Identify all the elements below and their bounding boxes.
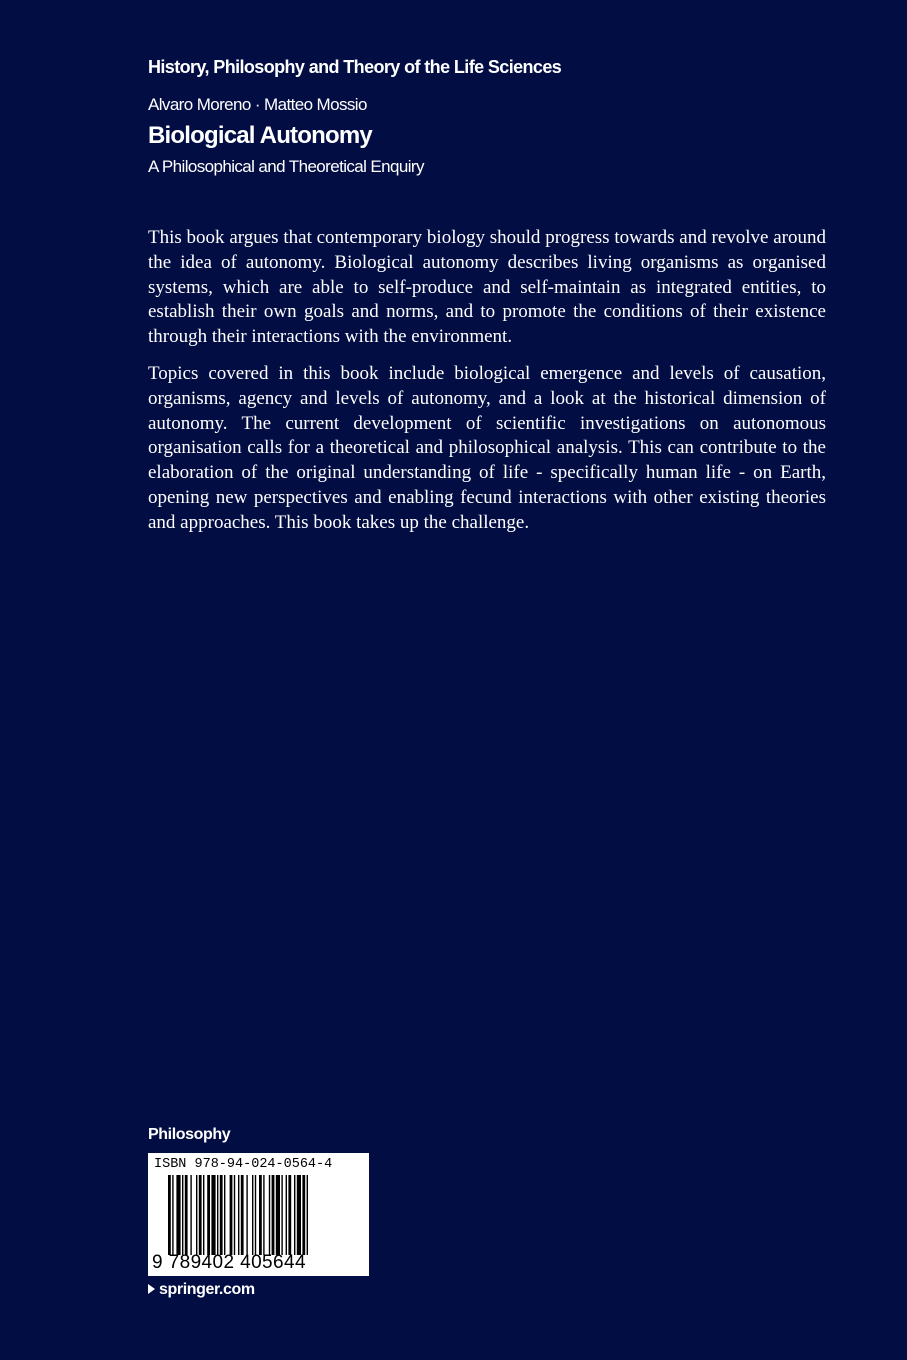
subject-label: Philosophy xyxy=(148,1126,231,1143)
blurb-paragraph-2: Topics covered in this book include biological emergence and levels of causation, organisms, agency and levels of autonomy, and a look at the historical dimension of autonomy. The current development of scientific investigations on autonomous organisation calls for a theoretical and philosophical analysis. This can contribute to the elaboration of the original understanding of life - specifically human life - on Earth, opening new perspectives and enabling fecund interactions with other existing theories and approaches. This book takes up the challenge. xyxy=(148,362,826,533)
book-title: Biological Autonomy xyxy=(148,122,372,149)
isbn-label: ISBN 978-94-024-0564-4 xyxy=(154,1157,333,1172)
series-title: History, Philosophy and Theory of the Life Sciences xyxy=(148,57,562,77)
blurb-paragraph-1: This book argues that contemporary biology should progress towards and revolve around the idea of autonomy. Biological autonomy describes living organisms as organised systems, which are able to self-produce and self-maintain as integrated entities, to establish their own goals and norms, and to promote the conditions of their existence through their interactions with the environment. xyxy=(148,227,826,348)
website-link[interactable] xyxy=(148,1281,255,1299)
arrow-right-icon xyxy=(148,1284,155,1294)
barcode-bars xyxy=(168,1175,363,1255)
barcode xyxy=(148,1153,369,1276)
ean-digits: 9 789402 405644 xyxy=(152,1252,306,1273)
website-text: springer.com xyxy=(159,1281,255,1298)
book-subtitle: A Philosophical and Theoretical Enquiry xyxy=(148,157,424,176)
authors: Alvaro Moreno · Matteo Mossio xyxy=(148,95,367,114)
blurb xyxy=(148,226,826,548)
